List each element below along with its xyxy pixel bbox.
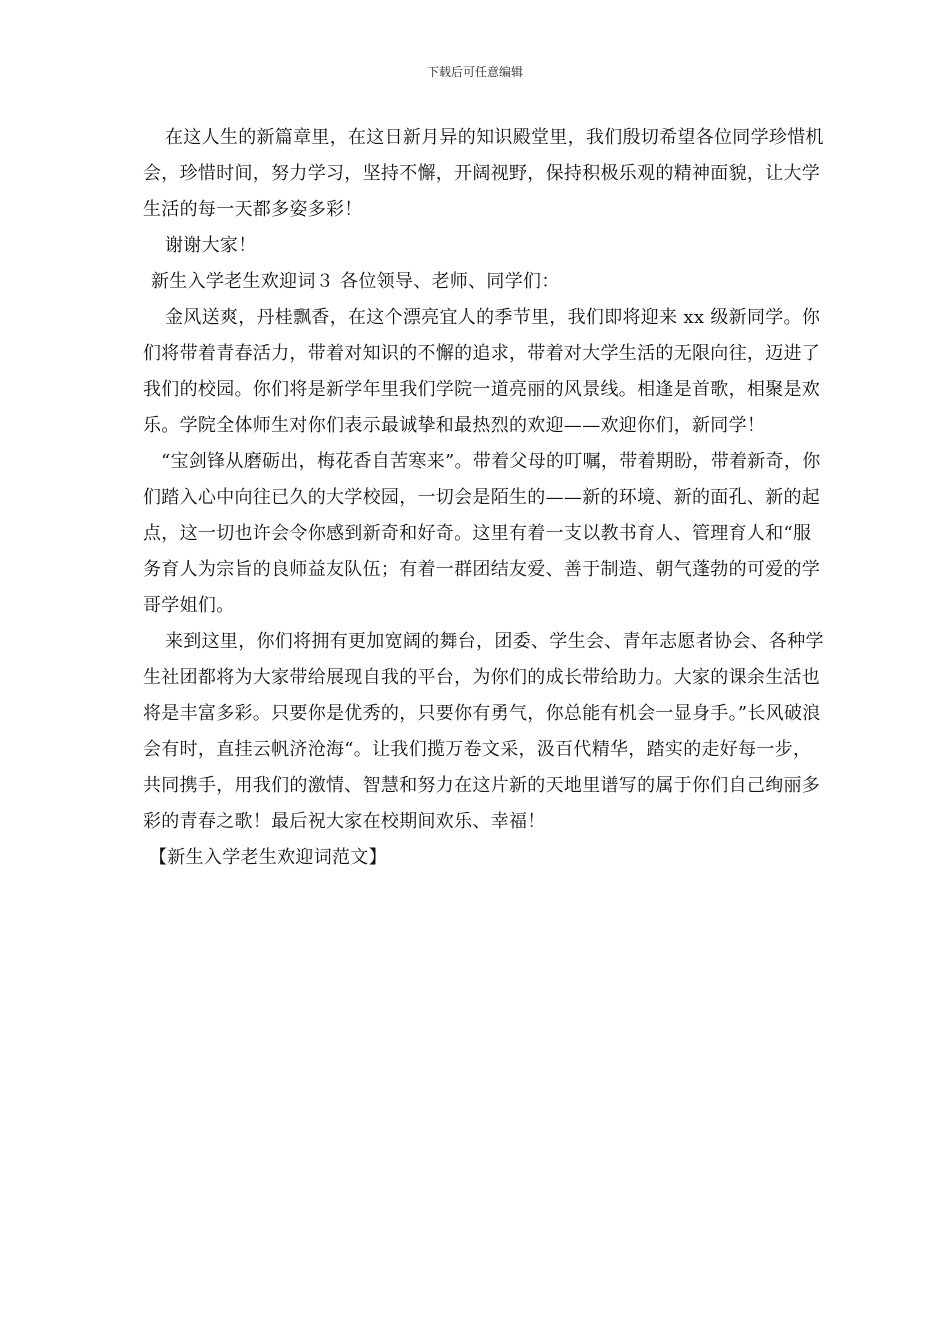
- paragraph-opportunities: 来到这里，你们将拥有更加宽阔的舞台，团委、学生会、青年志愿者协会、各种学生社团都将为大家带给展现自我的平台，为你们的成长带给助力。大家的课余生活也将是丰富多彩。只要你是优秀的，只要你有勇气，你总能有机会一显身手。”长风破浪会有时，直挂云帆济沧海“。让我们揽万卷文采，汲百代精华，踏实的走好每一步，共同携手，用我们的激情、智慧和努力在这片新的天地里谱写的属于你们自己绚丽多彩的青春之歌！最后祝大家在校期间欢乐、幸福！: [143, 631, 824, 832]
- paragraph-quote: “宝剑锋从磨砺出，梅花香自苦寒来”。带着父母的叮嘱，带着期盼，带着新奇，你们踏入心中向往已久的大学校园，一切会是陌生的——新的环境、新的面孔、新的起点，这一切也许会令你感到新奇和好奇。这里有着一支以教书育人、管理育人和“服务育人为宗旨的良师益友队伍；有着一群团结友爱、善于制造、朝气蓬勃的可爱的学哥学姐们。: [143, 451, 821, 616]
- paragraph-closing-wishes: 在这人生的新篇章里，在这日新月异的知识殿堂里，我们殷切希望各位同学珍惜机会，珍惜时间，努力学习，坚持不懈，开阔视野，保持积极乐观的精神面貌，让大学生活的每一天都多姿多彩！: [143, 127, 824, 220]
- paragraph-title-footer: 【新生入学老生欢迎词范文】: [149, 847, 387, 868]
- page-header: 下载后可任意编辑: [426, 65, 523, 79]
- paragraph-section-heading: 新生入学老生欢迎词３ 各位领导、老师、同学们：: [151, 271, 560, 292]
- document-body: [143, 120, 828, 876]
- paragraph-thanks: 谢谢大家！: [165, 235, 257, 256]
- paragraph-welcome: 金风送爽，丹桂飘香，在这个漂亮宜人的季节里，我们即将迎来 xx 级新同学。你们将带着青春活力，带着对知识的不懈的追求，带着对大学生活的无限向往，迈进了我们的校园。你们将是新学年里我们学院一道亮丽的风景线。相逢是首歌，相聚是欢乐。学院全体师生对你们表示最诚挚和最热烈的欢迎——欢迎你们，新同学！: [143, 307, 821, 436]
